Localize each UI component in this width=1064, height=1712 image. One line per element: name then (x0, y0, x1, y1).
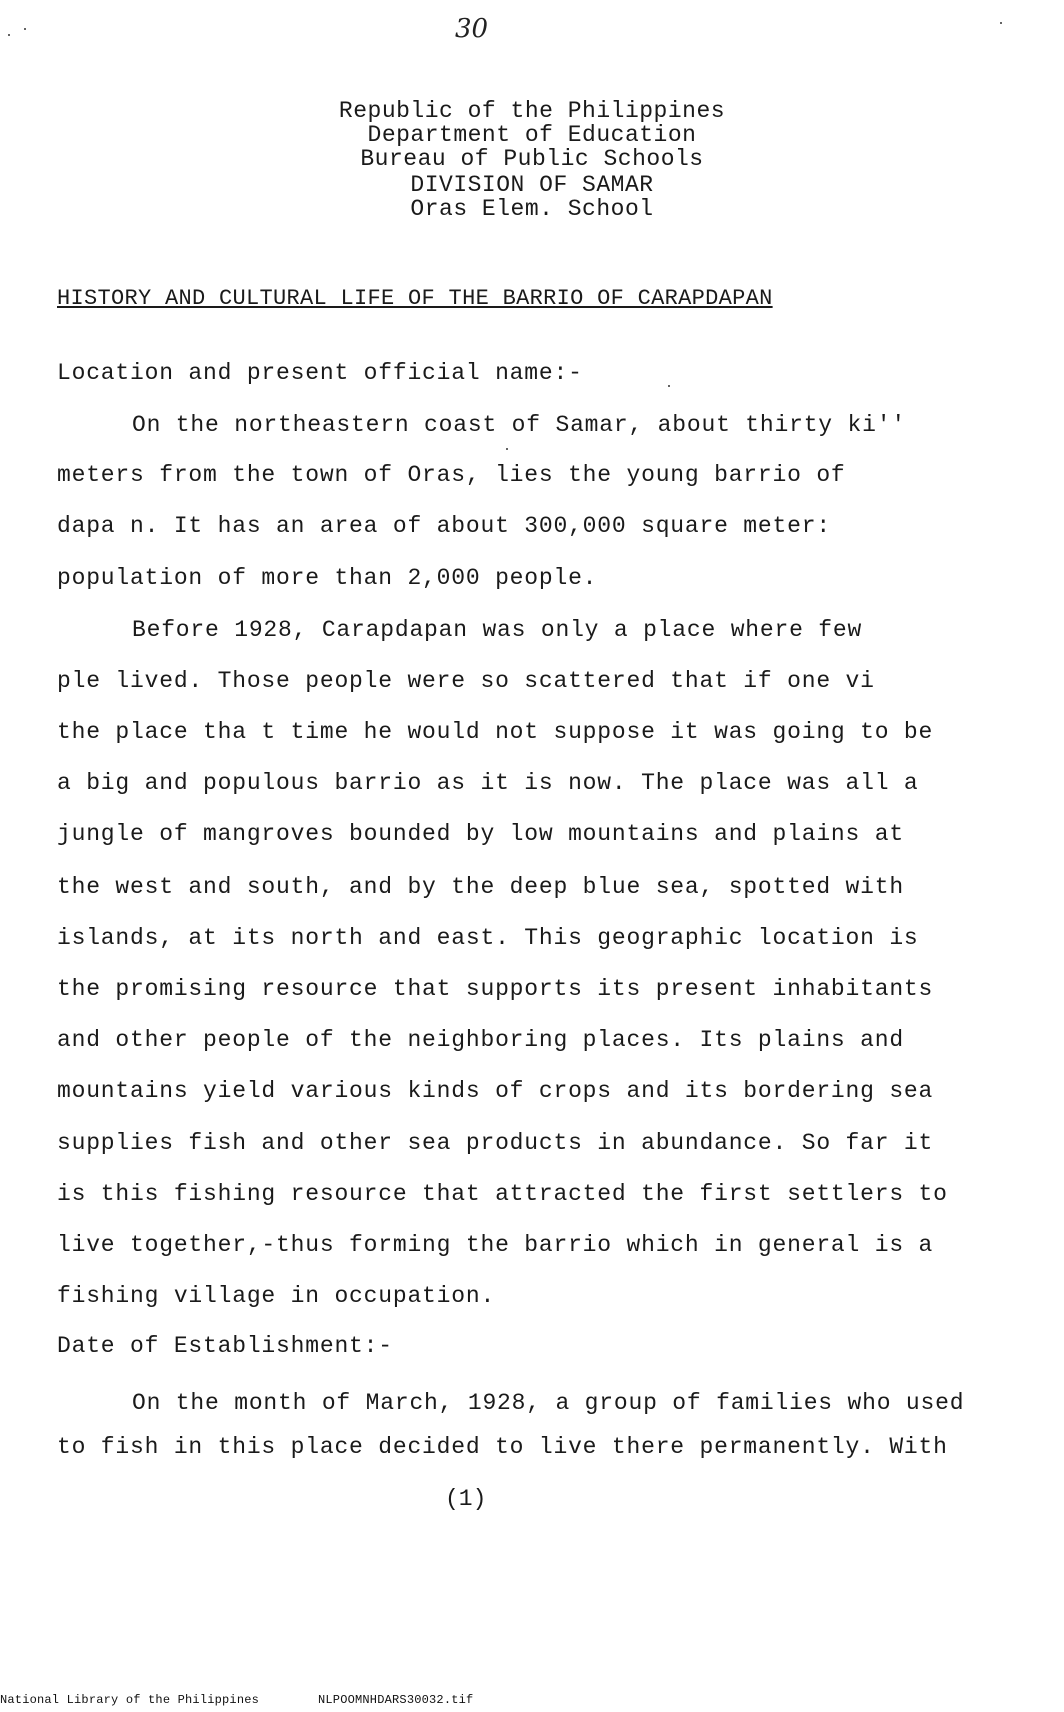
body-line: mountains yield various kinds of crops and its bordering sea (57, 1078, 934, 1104)
body-line: the west and south, and by the deep blue sea, spotted with (57, 874, 904, 900)
body-line: Before 1928, Carapdapan was only a place where few (132, 617, 863, 643)
body-line: supplies fish and other sea products in abundance. So far it (57, 1130, 934, 1156)
scan-speck (506, 448, 508, 450)
body-line: islands, at its north and east. This geographic location is (57, 925, 919, 951)
body-line: On the month of March, 1928, a group of families who used (132, 1390, 965, 1416)
body-line: population of more than 2,000 people. (57, 565, 598, 591)
header-republic: Republic of the Philippines (338, 98, 726, 124)
body-line: is this fishing resource that attracted the first settlers to (57, 1181, 948, 1207)
section-heading-establishment: Date of Establishment:- (57, 1333, 393, 1359)
body-line: live together,-thus forming the barrio which in general is a (57, 1232, 934, 1258)
scan-speck (8, 34, 10, 36)
body-line: On the northeastern coast of Samar, about thirty ki'' (132, 412, 906, 438)
body-line: meters from the town of Oras, lies the young barrio of (57, 462, 846, 488)
body-line: the place tha t time he would not suppose it was going to be (57, 719, 934, 745)
body-line: to fish in this place decided to live there permanently. With (57, 1434, 948, 1460)
body-line: a big and populous barrio as it is now. The place was all a (57, 770, 919, 796)
footer-library: National Library of the Philippines (0, 1693, 260, 1707)
body-line: ple lived. Those people were so scattered that if one vi (57, 668, 875, 694)
scan-speck (1000, 22, 1002, 24)
handwritten-page-marker: 30 (455, 14, 489, 44)
body-line: jungle of mangroves bounded by low mountains and plains at (57, 821, 904, 847)
body-line: the promising resource that supports its present inhabitants (57, 976, 934, 1002)
header-division: DIVISION OF SAMAR (410, 172, 654, 198)
section-heading-location: Location and present official name:- (57, 360, 583, 386)
scan-speck (24, 28, 26, 30)
header-school: Oras Elem. School (410, 196, 654, 222)
document-title: HISTORY AND CULTURAL LIFE OF THE BARRIO OF CARAPDAPAN (57, 286, 773, 311)
header-bureau: Bureau of Public Schools (360, 146, 704, 172)
header-department: Department of Education (367, 122, 697, 148)
body-line: dapa n. It has an area of about 300,000 square meter: (57, 513, 831, 539)
body-line: fishing village in occupation. (57, 1283, 496, 1309)
body-line: and other people of the neighboring places. Its plains and (57, 1027, 904, 1053)
page-number: (1) (445, 1486, 487, 1512)
footer-filename: NLPOOMNHDARS30032.tif (318, 1693, 474, 1707)
scan-speck (668, 385, 670, 387)
